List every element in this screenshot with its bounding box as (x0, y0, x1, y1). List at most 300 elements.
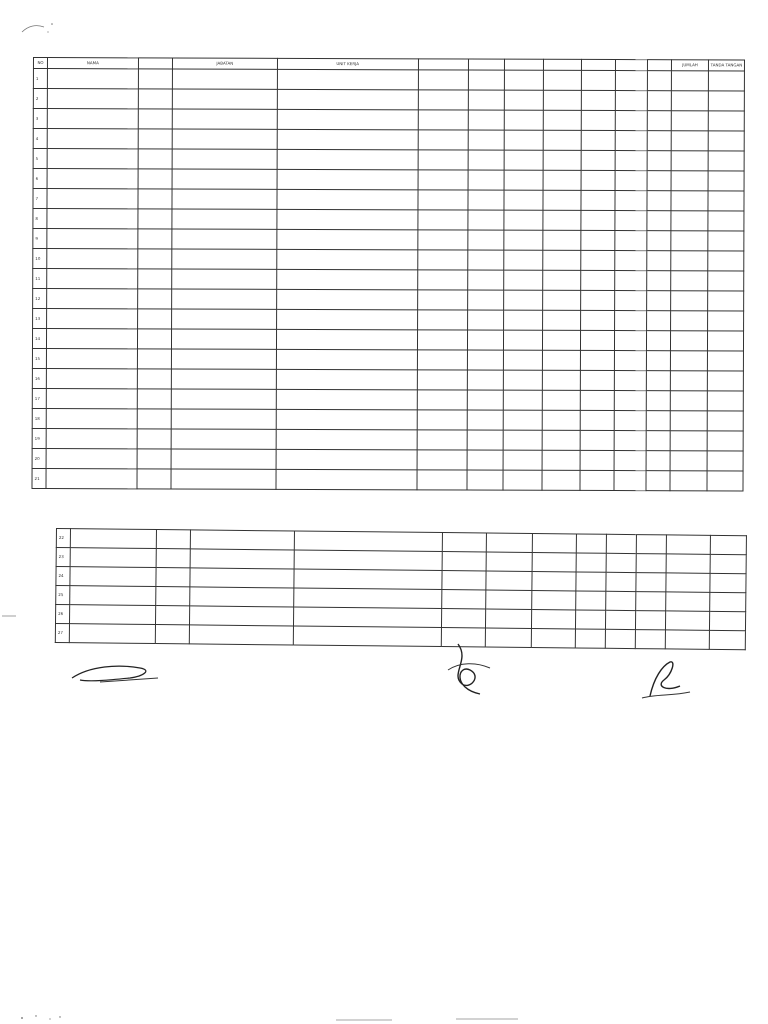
row-number: 5 (33, 149, 47, 169)
table-cell (671, 291, 707, 311)
table-cell (504, 270, 542, 290)
table-cell (137, 409, 171, 429)
table-cell (47, 309, 138, 329)
table-cell (708, 71, 744, 91)
table-row (32, 348, 743, 370)
table-cell (672, 151, 708, 171)
table-cell (581, 230, 615, 250)
table-cell (172, 269, 277, 289)
table-cell (708, 151, 744, 171)
table-cell (531, 628, 575, 647)
table-cell (542, 250, 580, 270)
table-cell (665, 630, 709, 649)
table-cell (467, 370, 503, 390)
table-cell (636, 573, 666, 592)
table-row (33, 309, 744, 331)
table-cell (671, 231, 707, 251)
table-cell (542, 230, 580, 250)
table-cell (710, 573, 746, 592)
table-cell (47, 349, 138, 369)
table-cell (137, 369, 171, 389)
table-row (32, 448, 743, 470)
table-cell (635, 630, 665, 649)
row-number: 26 (55, 605, 69, 624)
table-cell (670, 451, 706, 471)
table-cell (47, 109, 138, 129)
table-cell (504, 350, 542, 370)
table-cell (707, 351, 743, 371)
table-cell (581, 90, 615, 110)
table-cell (580, 430, 614, 450)
table-cell (172, 129, 277, 149)
table-cell (707, 271, 743, 291)
table-cell (614, 471, 646, 491)
table-cell (576, 553, 606, 572)
row-number: 20 (32, 448, 46, 468)
table-cell (418, 70, 468, 90)
table-cell (647, 391, 671, 411)
table-row (32, 388, 743, 410)
table-cell (70, 567, 156, 587)
table-cell (138, 149, 172, 169)
table-cell (171, 329, 276, 349)
table-cell (646, 431, 670, 451)
table-cell (138, 209, 172, 229)
table-cell (576, 572, 606, 591)
table-cell (615, 211, 647, 231)
table-cell (417, 390, 467, 410)
table-cell (442, 552, 486, 571)
header-no: NO (33, 58, 47, 69)
table-cell (647, 371, 671, 391)
table-cell (708, 111, 744, 131)
table-row (32, 468, 743, 490)
table-cell (156, 530, 190, 549)
table-cell (276, 409, 417, 429)
table-cell (442, 571, 486, 590)
table-cell (171, 429, 276, 449)
table-cell (467, 350, 503, 370)
header-unit-kerja: UNIT KERJA (277, 58, 418, 69)
table-cell (418, 230, 468, 250)
table-cell (47, 169, 138, 189)
table-cell (707, 231, 743, 251)
table-cell (647, 271, 671, 291)
table-cell (156, 568, 190, 587)
table-cell (708, 211, 744, 231)
table-cell (172, 109, 277, 129)
table-cell (190, 587, 294, 607)
table-cell (418, 170, 468, 190)
table-cell (707, 391, 743, 411)
table-cell (276, 389, 417, 409)
table-cell (70, 529, 156, 549)
table-cell (172, 69, 277, 89)
table-cell (138, 109, 172, 129)
table-cell (138, 189, 172, 209)
table-cell (647, 311, 671, 331)
table-cell (276, 289, 417, 309)
table-cell (276, 449, 417, 469)
table-cell (709, 611, 745, 630)
table-cell (418, 90, 468, 110)
table-cell (606, 572, 636, 591)
table-cell (575, 629, 605, 648)
table-cell (671, 331, 707, 351)
table-cell (615, 171, 647, 191)
table-cell (171, 409, 276, 429)
table-cell (504, 370, 542, 390)
table-cell (504, 250, 542, 270)
table-cell (468, 90, 504, 110)
table-cell (581, 110, 615, 130)
table-cell (580, 450, 614, 470)
table-cell (277, 109, 418, 129)
table-cell (155, 606, 189, 625)
table-cell (542, 350, 580, 370)
table-cell (542, 310, 580, 330)
table-cell (171, 389, 276, 409)
header-tanda-tangan: TANDA TANGAN (708, 60, 744, 71)
table-cell (647, 211, 671, 231)
table-cell (672, 91, 708, 111)
table-cell (614, 351, 646, 371)
row-number: 6 (33, 169, 47, 189)
table-cell (294, 569, 442, 590)
table-cell (467, 450, 503, 470)
table-cell (504, 290, 542, 310)
table-cell (532, 571, 576, 590)
table-cell (468, 250, 504, 270)
left-signature (70, 660, 160, 686)
right-signature (636, 656, 696, 704)
table-cell (671, 311, 707, 331)
table-cell (614, 431, 646, 451)
table-cell (47, 249, 138, 269)
table-cell (47, 209, 138, 229)
table-cell (190, 568, 294, 588)
center-signature (440, 640, 496, 700)
table-cell (710, 592, 746, 611)
table-cell (542, 410, 580, 430)
table-cell (648, 91, 672, 111)
row-number: 25 (56, 586, 70, 605)
table-cell (615, 91, 647, 111)
table-cell (46, 429, 137, 449)
table-cell (580, 270, 614, 290)
table-cell (647, 251, 671, 271)
table-cell (504, 390, 542, 410)
table-cell (709, 630, 745, 649)
table-cell (69, 605, 155, 625)
left-margin-mark (0, 614, 20, 618)
table-cell (505, 110, 543, 130)
table-cell (418, 110, 468, 130)
table-cell (467, 470, 503, 490)
table-cell (647, 151, 671, 171)
table-row (32, 329, 743, 351)
table-cell (542, 330, 580, 350)
table-cell (47, 149, 138, 169)
table-cell (580, 370, 614, 390)
table-cell (671, 351, 707, 371)
row-number: 2 (33, 89, 47, 109)
table-cell (543, 130, 581, 150)
table-cell (605, 610, 635, 629)
table-row (33, 149, 744, 171)
table-cell (543, 70, 581, 90)
table-cell (671, 431, 707, 451)
table-cell (417, 430, 467, 450)
table-cell (467, 430, 503, 450)
table-row (33, 289, 744, 311)
table-cell (137, 389, 171, 409)
table-cell (137, 449, 171, 469)
header-amount-2 (505, 59, 543, 70)
table-cell (137, 289, 171, 309)
table-cell (467, 330, 503, 350)
table-cell (417, 290, 467, 310)
table-cell (503, 410, 541, 430)
table-cell (137, 469, 171, 489)
table-cell (671, 371, 707, 391)
table-cell (614, 391, 646, 411)
table-cell (671, 411, 707, 431)
table-cell (294, 588, 442, 609)
table-cell (504, 310, 542, 330)
table-cell (418, 190, 468, 210)
table-cell (47, 229, 138, 249)
table-cell (636, 554, 666, 573)
table-cell (542, 390, 580, 410)
table-cell (276, 429, 417, 449)
row-number: 22 (56, 529, 70, 548)
table-cell (710, 535, 746, 554)
table-cell (47, 89, 138, 109)
table-cell (504, 130, 542, 150)
table-cell (615, 271, 647, 291)
table-cell (172, 189, 277, 209)
table-cell (46, 409, 137, 429)
table-cell (277, 209, 418, 229)
table-cell (137, 429, 171, 449)
table-cell (468, 230, 504, 250)
table-cell (542, 370, 580, 390)
table-cell (580, 310, 614, 330)
table-cell (293, 626, 441, 647)
row-number: 23 (56, 548, 70, 567)
table-cell (137, 269, 171, 289)
table-cell (417, 470, 467, 490)
table-cell (172, 309, 277, 329)
table-cell (707, 331, 743, 351)
table-cell (503, 450, 541, 470)
table-cell (47, 189, 138, 209)
table-cell (666, 554, 710, 573)
table-cell (615, 151, 647, 171)
table-cell (531, 609, 575, 628)
table-cell (172, 149, 277, 169)
table-cell (138, 89, 172, 109)
table-cell (46, 369, 137, 389)
table-cell (647, 331, 671, 351)
table-cell (277, 69, 418, 89)
table-cell (580, 330, 614, 350)
table-cell (467, 390, 503, 410)
table-cell (581, 70, 615, 90)
table-cell (671, 191, 707, 211)
continuation-table (55, 528, 747, 650)
table-row (33, 189, 744, 211)
table-cell (580, 350, 614, 370)
table-cell (138, 129, 172, 149)
table-cell (486, 590, 532, 609)
table-cell (666, 573, 710, 592)
table-cell (671, 391, 707, 411)
table-cell (543, 150, 581, 170)
table-cell (137, 249, 171, 269)
table-cell (615, 111, 647, 131)
table-cell (543, 110, 581, 130)
row-number: 17 (32, 388, 46, 408)
table-cell (636, 592, 666, 611)
table-cell (647, 351, 671, 371)
row-number: 10 (33, 249, 47, 269)
table-cell (615, 191, 647, 211)
table-cell (417, 250, 467, 270)
table-cell (580, 410, 614, 430)
scan-marks-bottom (0, 1010, 768, 1024)
table-cell (485, 609, 531, 628)
table-cell (707, 291, 743, 311)
table-cell (606, 534, 636, 553)
table-cell (605, 629, 635, 648)
table-row (33, 69, 744, 91)
table-cell (46, 389, 137, 409)
table-cell (576, 534, 606, 553)
table-cell (276, 309, 417, 329)
table-cell (467, 410, 503, 430)
table-cell (710, 554, 746, 573)
table-row (33, 109, 744, 131)
table-cell (69, 624, 155, 644)
table-cell (708, 131, 744, 151)
table-cell (137, 329, 171, 349)
table-cell (614, 411, 646, 431)
table-cell (277, 89, 418, 109)
table-cell (505, 70, 543, 90)
table-cell (417, 350, 467, 370)
header-jabatan: JABATAN (172, 58, 277, 69)
table-cell (277, 189, 418, 209)
row-number: 15 (32, 348, 46, 368)
table-cell (468, 310, 504, 330)
table-cell (615, 71, 647, 91)
table-cell (542, 470, 580, 490)
table-cell (189, 606, 293, 626)
table-cell (542, 450, 580, 470)
table-row (32, 428, 743, 450)
table-cell (276, 249, 417, 269)
table-cell (543, 170, 581, 190)
table-cell (277, 169, 418, 189)
table-cell (647, 111, 671, 131)
table-cell (606, 591, 636, 610)
table-cell (418, 130, 468, 150)
table-cell (707, 431, 743, 451)
table-cell (47, 129, 138, 149)
table-row (33, 269, 744, 291)
table-cell (418, 150, 468, 170)
table-cell (417, 310, 467, 330)
table-cell (708, 191, 744, 211)
table-cell (189, 625, 293, 645)
table-cell (468, 170, 504, 190)
table-cell (503, 430, 541, 450)
row-number: 11 (33, 269, 47, 289)
table-cell (672, 131, 708, 151)
row-number: 24 (56, 567, 70, 586)
table-cell (47, 69, 138, 89)
table-cell (468, 210, 504, 230)
table-cell (606, 553, 636, 572)
table-cell (276, 369, 417, 389)
table-cell (276, 269, 417, 289)
table-cell (581, 170, 615, 190)
table-cell (468, 190, 504, 210)
header-golongan (138, 58, 172, 69)
table-cell (671, 271, 707, 291)
row-number: 14 (32, 329, 46, 349)
table-cell (156, 549, 190, 568)
header-amount-3 (543, 59, 581, 70)
row-number: 12 (33, 289, 47, 309)
table-cell (542, 210, 580, 230)
table-cell (671, 251, 707, 271)
table-row (33, 229, 744, 251)
table-cell (277, 129, 418, 149)
table-cell (576, 591, 606, 610)
table-row (33, 169, 744, 191)
table-cell (580, 470, 614, 490)
table-cell (666, 592, 710, 611)
table-cell (293, 607, 441, 628)
table-cell (138, 169, 172, 189)
table-cell (503, 470, 541, 490)
table-cell (417, 330, 467, 350)
table-cell (468, 70, 504, 90)
table-cell (47, 289, 138, 309)
header-amount-6 (648, 60, 672, 71)
table-cell (417, 410, 467, 430)
table-cell (615, 331, 647, 351)
table-cell (581, 150, 615, 170)
table-cell (442, 533, 486, 552)
table-cell (486, 552, 532, 571)
row-number: 1 (33, 69, 47, 89)
table-cell (707, 311, 743, 331)
row-number: 9 (33, 229, 47, 249)
header-amount-4 (581, 59, 615, 70)
table-cell (708, 91, 744, 111)
table-cell (468, 290, 504, 310)
row-number: 18 (32, 408, 46, 428)
table-cell (581, 190, 615, 210)
table-row (33, 89, 744, 111)
header-nama: NAMA (48, 58, 139, 69)
table-cell (581, 250, 615, 270)
table-cell (47, 269, 138, 289)
